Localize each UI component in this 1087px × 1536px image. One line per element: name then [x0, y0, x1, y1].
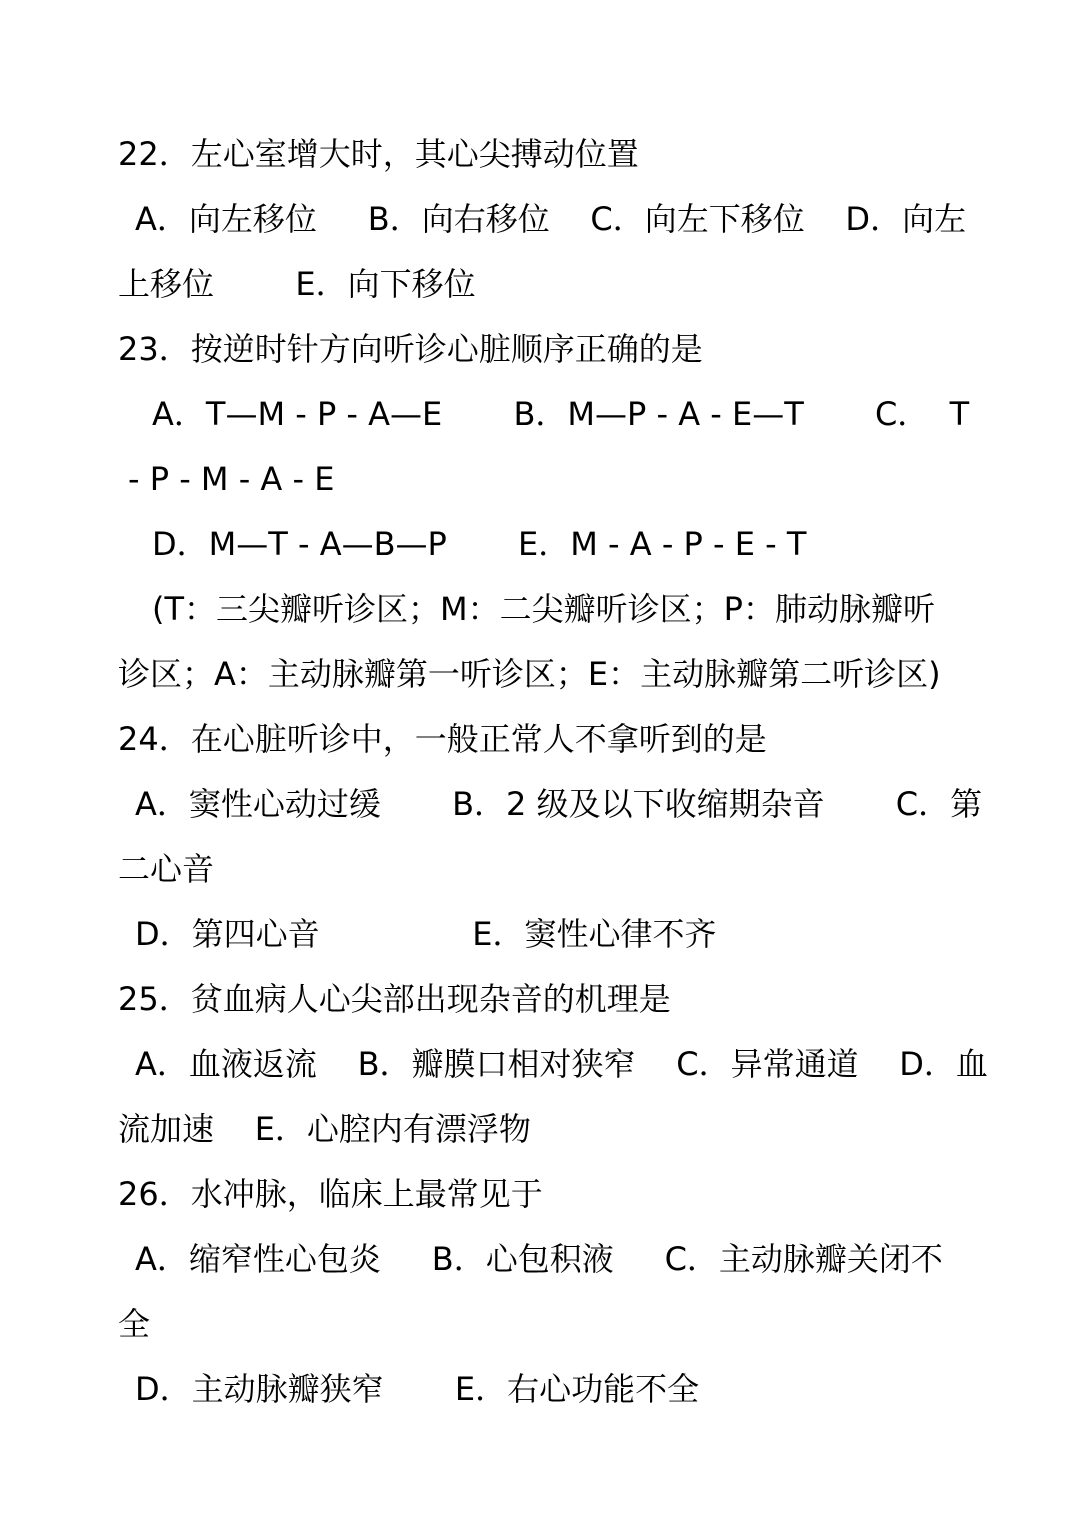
question-22-options-continued: 上移位 E．向下移位 [118, 265, 476, 303]
question-22-options: A．向左移位 B．向右移位 C．向左下移位 D．向左 [135, 200, 967, 238]
question-23-note-continued: 诊区；A：主动脉瓣第一听诊区；E：主动脉瓣第二听诊区) [118, 655, 941, 693]
question-24-stem: 24．在心脏听诊中，一般正常人不拿听到的是 [118, 720, 767, 758]
question-23-note: (T：三尖瓣听诊区；M：二尖瓣听诊区；P：肺动脉瓣听 [152, 590, 935, 628]
question-23-options-line-1: A．T—M - P - A—E B．M—P - A - E—T C． T [152, 395, 970, 433]
question-26-options-line-1: A．缩窄性心包炎 B．心包积液 C．主动脉瓣关闭不 [135, 1240, 943, 1278]
question-23-options-line-1-continued: - P - M - A - E [128, 460, 335, 498]
question-24-options-line-1-continued: 二心音 [118, 850, 215, 888]
question-23-stem: 23．按逆时针方向听诊心脏顺序正确的是 [118, 330, 703, 368]
question-25-stem: 25．贫血病人心尖部出现杂音的机理是 [118, 980, 671, 1018]
question-24-options-line-2: D．第四心音 E．窦性心律不齐 [135, 915, 717, 953]
question-23-options-line-2: D．M—T - A—B—P E．M - A - P - E - T [152, 525, 807, 563]
question-22-stem: 22．左心室增大时，其心尖搏动位置 [118, 135, 639, 173]
question-24-options-line-1: A．窦性心动过缓 B．2 级及以下收缩期杂音 C．第 [135, 785, 983, 823]
question-26-options-line-1-continued: 全 [118, 1305, 151, 1343]
question-26-options-line-2: D．主动脉瓣狭窄 E．右心功能不全 [135, 1370, 700, 1408]
question-25-options: A．血液返流 B．瓣膜口相对狭窄 C．异常通道 D．血 [135, 1045, 988, 1083]
question-26-stem: 26．水冲脉，临床上最常见于 [118, 1175, 543, 1213]
question-25-options-continued: 流加速 E．心腔内有漂浮物 [118, 1110, 531, 1148]
